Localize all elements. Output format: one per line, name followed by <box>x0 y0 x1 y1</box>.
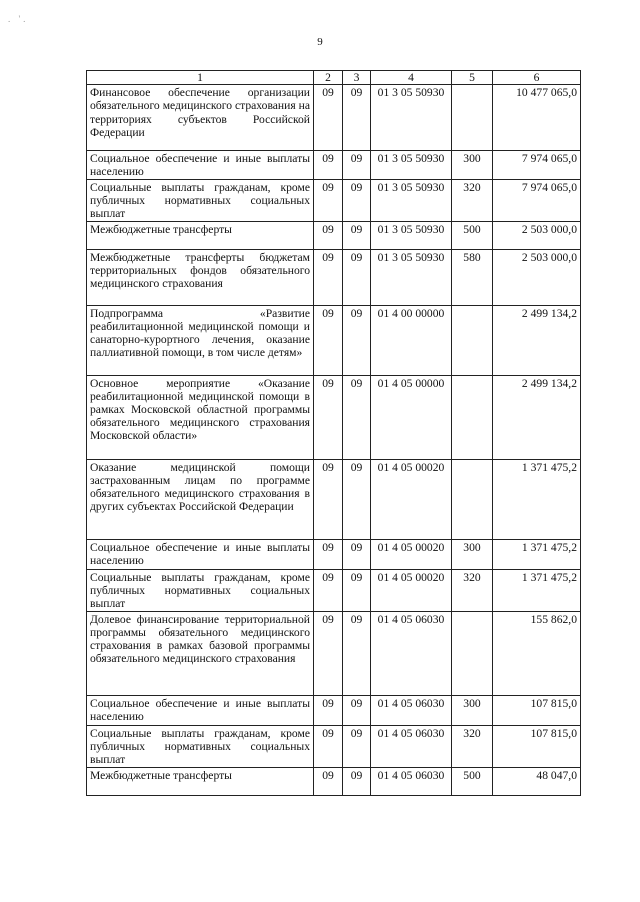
row-target-article: 01 4 05 00020 <box>371 569 452 611</box>
row-section: 09 <box>314 305 343 375</box>
row-section: 09 <box>314 695 343 725</box>
table-row <box>87 695 581 725</box>
row-name: Долевое финансирование территориальной программы обязательного медицинского страхования в рамках базовой программы обязательного медицинского страхования <box>87 611 314 695</box>
table-row <box>87 249 581 305</box>
row-section: 09 <box>314 179 343 221</box>
row-target-article: 01 3 05 50930 <box>371 85 452 151</box>
row-amount: 2 499 134,2 <box>493 305 581 375</box>
page-number: 9 <box>317 36 323 48</box>
row-amount: 1 371 475,2 <box>493 569 581 611</box>
table-row <box>87 221 581 249</box>
row-section: 09 <box>314 151 343 179</box>
row-target-article: 01 3 05 50930 <box>371 221 452 249</box>
row-amount: 48 047,0 <box>493 767 581 795</box>
row-expense-type: 320 <box>452 569 493 611</box>
row-name: Основное мероприятие «Оказание реабилитационной медицинской помощи в рамках Московской областной программы обязательного медицинского страхования Московской области» <box>87 375 314 459</box>
row-target-article: 01 4 05 00020 <box>371 539 452 569</box>
table-row <box>87 611 581 695</box>
scan-corner-marks: . '. <box>8 14 29 24</box>
row-amount: 7 974 065,0 <box>493 151 581 179</box>
table-row <box>87 305 581 375</box>
row-amount: 7 974 065,0 <box>493 179 581 221</box>
row-expense-type <box>452 611 493 695</box>
row-amount: 2 503 000,0 <box>493 249 581 305</box>
row-amount: 107 815,0 <box>493 695 581 725</box>
row-target-article: 01 4 05 00020 <box>371 459 452 539</box>
row-expense-type: 320 <box>452 725 493 767</box>
row-amount: 2 499 134,2 <box>493 375 581 459</box>
row-expense-type <box>452 459 493 539</box>
header-col-6: 6 <box>493 71 581 85</box>
header-col-4: 4 <box>371 71 452 85</box>
header-col-1: 1 <box>87 71 314 85</box>
row-name: Межбюджетные трансферты <box>87 767 314 795</box>
row-target-article: 01 4 00 00000 <box>371 305 452 375</box>
row-subsection: 09 <box>343 459 371 539</box>
table-row <box>87 725 581 767</box>
row-subsection: 09 <box>343 221 371 249</box>
row-subsection: 09 <box>343 179 371 221</box>
table-row <box>87 179 581 221</box>
table-row <box>87 767 581 795</box>
row-subsection: 09 <box>343 151 371 179</box>
row-section: 09 <box>314 375 343 459</box>
row-target-article: 01 4 05 06030 <box>371 695 452 725</box>
row-subsection: 09 <box>343 539 371 569</box>
row-section: 09 <box>314 539 343 569</box>
row-name: Подпрограмма «Развитие реабилитационной медицинской помощи и санаторно-курортного лечения, оказание паллиативной помощи, в том числе детям» <box>87 305 314 375</box>
table-row <box>87 539 581 569</box>
table-row <box>87 151 581 179</box>
row-section: 09 <box>314 611 343 695</box>
row-subsection: 09 <box>343 695 371 725</box>
row-subsection: 09 <box>343 85 371 151</box>
row-target-article: 01 4 05 06030 <box>371 611 452 695</box>
row-name: Социальное обеспечение и иные выплаты населению <box>87 151 314 179</box>
row-expense-type: 500 <box>452 767 493 795</box>
budget-table <box>86 70 581 796</box>
row-section: 09 <box>314 221 343 249</box>
header-col-3: 3 <box>343 71 371 85</box>
row-amount: 1 371 475,2 <box>493 539 581 569</box>
row-amount: 107 815,0 <box>493 725 581 767</box>
row-subsection: 09 <box>343 249 371 305</box>
row-section: 09 <box>314 725 343 767</box>
row-name: Социальные выплаты гражданам, кроме публичных нормативных социальных выплат <box>87 725 314 767</box>
row-target-article: 01 3 05 50930 <box>371 151 452 179</box>
table-row <box>87 569 581 611</box>
row-target-article: 01 4 05 06030 <box>371 725 452 767</box>
row-amount: 155 862,0 <box>493 611 581 695</box>
row-subsection: 09 <box>343 305 371 375</box>
table-body <box>87 85 581 795</box>
row-name: Социальные выплаты гражданам, кроме публичных нормативных социальных выплат <box>87 179 314 221</box>
row-target-article: 01 3 05 50930 <box>371 179 452 221</box>
row-section: 09 <box>314 459 343 539</box>
row-amount: 2 503 000,0 <box>493 221 581 249</box>
table-row <box>87 459 581 539</box>
row-name: Межбюджетные трансферты <box>87 221 314 249</box>
row-subsection: 09 <box>343 767 371 795</box>
row-subsection: 09 <box>343 569 371 611</box>
row-name: Социальные выплаты гражданам, кроме публичных нормативных социальных выплат <box>87 569 314 611</box>
row-section: 09 <box>314 85 343 151</box>
row-name: Социальное обеспечение и иные выплаты населению <box>87 695 314 725</box>
row-subsection: 09 <box>343 725 371 767</box>
row-section: 09 <box>314 569 343 611</box>
row-subsection: 09 <box>343 375 371 459</box>
row-section: 09 <box>314 249 343 305</box>
row-section: 09 <box>314 767 343 795</box>
row-amount: 1 371 475,2 <box>493 459 581 539</box>
row-expense-type: 580 <box>452 249 493 305</box>
row-name: Социальное обеспечение и иные выплаты населению <box>87 539 314 569</box>
row-expense-type: 500 <box>452 221 493 249</box>
row-expense-type: 320 <box>452 179 493 221</box>
table-header-row <box>87 71 581 85</box>
row-expense-type <box>452 305 493 375</box>
row-expense-type <box>452 375 493 459</box>
row-amount: 10 477 065,0 <box>493 85 581 151</box>
row-subsection: 09 <box>343 611 371 695</box>
row-expense-type: 300 <box>452 539 493 569</box>
row-target-article: 01 4 05 06030 <box>371 767 452 795</box>
header-col-2: 2 <box>314 71 343 85</box>
table-row <box>87 375 581 459</box>
row-expense-type: 300 <box>452 695 493 725</box>
row-expense-type <box>452 85 493 151</box>
row-expense-type: 300 <box>452 151 493 179</box>
row-name: Оказание медицинской помощи застрахованным лицам по программе обязательного медицинского страхования в других субъектах Российской Федерации <box>87 459 314 539</box>
row-name: Межбюджетные трансферты бюджетам территориальных фондов обязательного медицинского страхования <box>87 249 314 305</box>
header-col-5: 5 <box>452 71 493 85</box>
row-target-article: 01 4 05 00000 <box>371 375 452 459</box>
row-name: Финансовое обеспечение организации обязательного медицинского страхования на территориях субъектов Российской Федерации <box>87 85 314 151</box>
row-target-article: 01 3 05 50930 <box>371 249 452 305</box>
table-row <box>87 85 581 151</box>
